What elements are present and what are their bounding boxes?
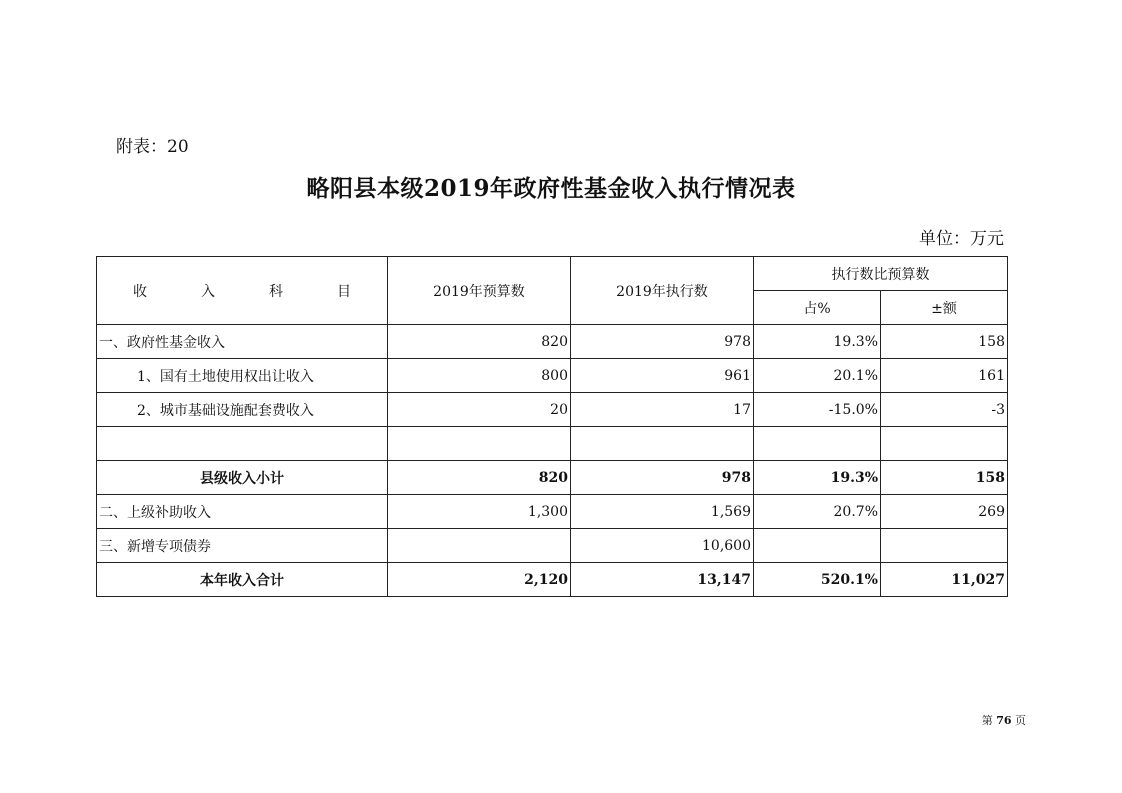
row-label: 一、政府性基金收入 xyxy=(97,325,388,359)
column-header-pct: 占% xyxy=(754,291,881,325)
diff-cell: 161 xyxy=(881,359,1008,393)
actual-cell: 1,569 xyxy=(571,495,754,529)
row-label xyxy=(97,427,388,461)
budget-cell xyxy=(388,529,571,563)
page-prefix: 第 xyxy=(981,714,993,727)
page-suffix: 页 xyxy=(1015,714,1026,727)
page-number xyxy=(982,712,1026,728)
row-label: 县级收入小计 xyxy=(97,461,388,495)
pct-cell: 20.1% xyxy=(754,359,881,393)
diff-cell: 269 xyxy=(881,495,1008,529)
column-header-compare-group: 执行数比预算数 xyxy=(754,257,1008,291)
row-label: 2、城市基础设施配套费收入 xyxy=(97,393,388,427)
row-label: 本年收入合计 xyxy=(97,563,388,597)
diff-cell: 158 xyxy=(881,325,1008,359)
appendix-label: 附表：20 xyxy=(116,137,189,157)
column-header-diff: ±额 xyxy=(881,291,1008,325)
diff-cell: 158 xyxy=(881,461,1008,495)
header-row xyxy=(97,257,1008,291)
pct-cell: 19.3% xyxy=(754,325,881,359)
actual-cell xyxy=(571,427,754,461)
page-number-value: 76 xyxy=(996,714,1012,727)
pct-cell xyxy=(754,529,881,563)
table-row xyxy=(97,427,1008,461)
pct-cell: 20.7% xyxy=(754,495,881,529)
table-row xyxy=(97,495,1008,529)
diff-cell xyxy=(881,529,1008,563)
budget-cell xyxy=(388,427,571,461)
budget-cell: 1,300 xyxy=(388,495,571,529)
budget-cell: 2,120 xyxy=(388,563,571,597)
pct-cell xyxy=(754,427,881,461)
budget-cell: 820 xyxy=(388,325,571,359)
diff-cell xyxy=(881,427,1008,461)
table-row xyxy=(97,393,1008,427)
pct-cell: -15.0% xyxy=(754,393,881,427)
budget-cell: 20 xyxy=(388,393,571,427)
table-row xyxy=(97,359,1008,393)
column-header-budget: 2019年预算数 xyxy=(388,257,571,325)
actual-cell: 17 xyxy=(571,393,754,427)
row-label: 1、国有土地使用权出让收入 xyxy=(97,359,388,393)
pct-cell: 520.1% xyxy=(754,563,881,597)
table-row xyxy=(97,325,1008,359)
unit-label: 单位：万元 xyxy=(919,229,1004,249)
actual-cell: 13,147 xyxy=(571,563,754,597)
row-label: 二、上级补助收入 xyxy=(97,495,388,529)
column-header-actual: 2019年执行数 xyxy=(571,257,754,325)
budget-cell: 820 xyxy=(388,461,571,495)
diff-cell: 11,027 xyxy=(881,563,1008,597)
actual-cell: 978 xyxy=(571,325,754,359)
page-title: 略阳县本级2019年政府性基金收入执行情况表 xyxy=(306,175,796,202)
budget-cell: 800 xyxy=(388,359,571,393)
revenue-table xyxy=(96,256,1008,597)
total-row xyxy=(97,563,1008,597)
actual-cell: 961 xyxy=(571,359,754,393)
actual-cell: 10,600 xyxy=(571,529,754,563)
diff-cell: -3 xyxy=(881,393,1008,427)
table-row xyxy=(97,529,1008,563)
actual-cell: 978 xyxy=(571,461,754,495)
column-header-item: 收 入 科 目 xyxy=(97,257,388,325)
row-label: 三、新增专项债券 xyxy=(97,529,388,563)
subtotal-row xyxy=(97,461,1008,495)
pct-cell: 19.3% xyxy=(754,461,881,495)
